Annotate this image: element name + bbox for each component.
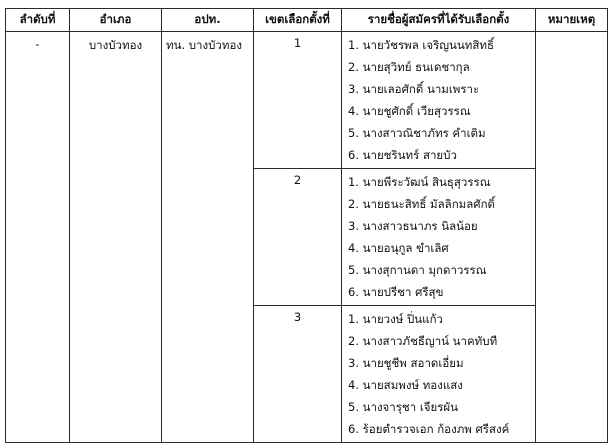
candidate-list-cell — [342, 169, 536, 306]
election-results-table — [5, 8, 608, 443]
list-item: 4. นายอนุกูล ขำเลิศ — [348, 241, 449, 255]
list-item: 2. นางสาวภัชธีญาน์ นาคทับที — [348, 334, 498, 348]
candidate-list-cell — [342, 306, 536, 443]
zone-number: 2 — [254, 169, 342, 306]
candidate-list-cell — [342, 32, 536, 169]
zone-number: 1 — [254, 32, 342, 169]
list-item: 5. นางสุกานดา มุกดาวรรณ — [348, 263, 487, 277]
list-item: 1. นายพีระวัฒน์ สินธุสุวรรณ — [348, 175, 491, 189]
order-cell: - — [6, 32, 70, 443]
list-item: 5. นางจารุชา เจียรผัน — [348, 400, 459, 414]
list-item: 4. นายชูศักดิ์ เวียสุวรรณ — [348, 104, 471, 118]
list-item: 6. ร้อยตำรวจเอก ก้องภพ ศรีสงค์ — [348, 422, 510, 436]
list-item: 6. นายชรินทร์ สายบัว — [348, 148, 457, 162]
list-item: 2. นายธนะสิทธิ์ มัลลิกมลศักดิ์ — [348, 197, 496, 211]
list-item: 4. นายสมพงษ์ ทองแสง — [348, 378, 463, 392]
header-order: ลำดับที่ — [6, 9, 70, 32]
list-item: 2. นายสุวิทย์ ธนเดชากุล — [348, 60, 470, 74]
list-item: 3. นายชูชีพ สอาดเอี่ยม — [348, 356, 464, 370]
list-item: 1. นายวงษ์ ปิ่นแก้ว — [348, 312, 443, 326]
local-org-cell: ทน. บางบัวทอง — [162, 32, 254, 443]
candidate-list — [342, 306, 535, 440]
list-item: 5. นางสาวณิชาภัทร คำเติม — [348, 126, 486, 140]
header-district: อำเภอ — [70, 9, 162, 32]
candidate-list — [342, 169, 535, 303]
header-remarks: หมายเหตุ — [536, 9, 608, 32]
remarks-cell — [536, 32, 608, 443]
district-cell: บางบัวทอง — [70, 32, 162, 443]
list-item: 6. นายปรีชา ศรีสุข — [348, 285, 444, 299]
header-candidates: รายชื่อผู้สมัครที่ได้รับเลือกตั้ง — [342, 9, 536, 32]
zone-number: 3 — [254, 306, 342, 443]
list-item: 1. นายวัชรพล เจริญนนทสิทธิ์ — [348, 38, 494, 52]
candidate-list — [342, 32, 535, 166]
list-item: 3. นางสาวธนาภร นิลน้อย — [348, 219, 478, 233]
table-row — [6, 32, 608, 169]
header-local-org: อปท. — [162, 9, 254, 32]
header-row — [6, 9, 608, 32]
list-item: 3. นายเลอศักดิ์ นามเพราะ — [348, 82, 480, 96]
header-zone: เขตเลือกตั้งที่ — [254, 9, 342, 32]
